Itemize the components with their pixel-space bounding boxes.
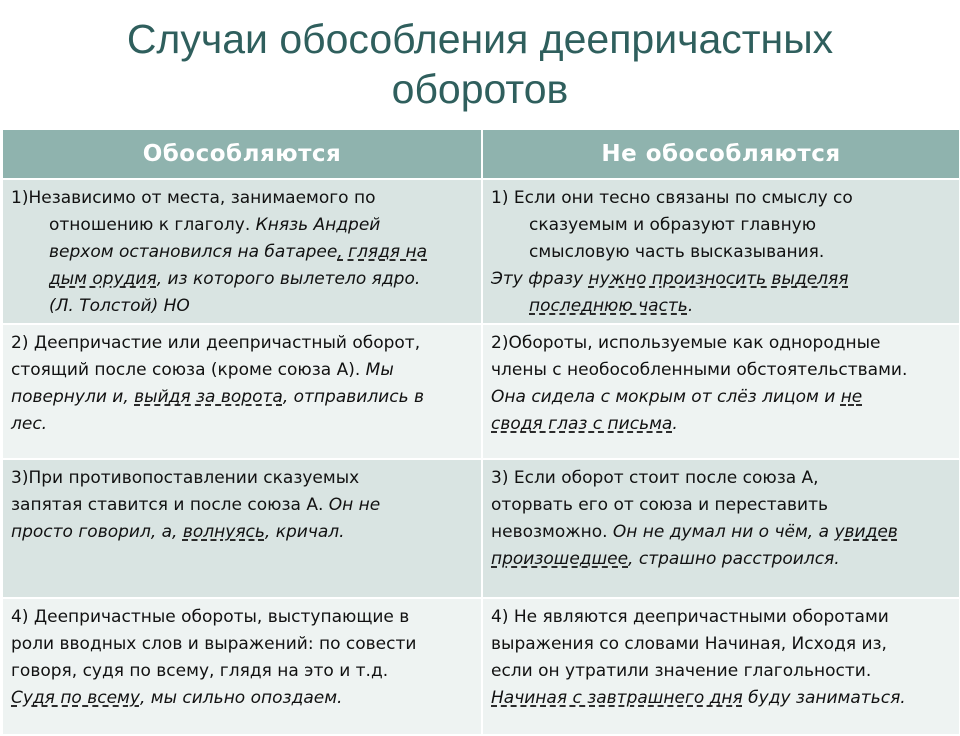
row4-right-cell: [482, 598, 960, 735]
text-line: члены с необособленными обстоятельствами.: [491, 360, 908, 380]
citation: (Л. Толстой) НО: [49, 296, 190, 316]
text-line: говоря, судя по всему, глядя на это и т.д.: [11, 661, 389, 681]
text-line: смысловую часть высказывания.: [529, 242, 825, 262]
text-line: [11, 293, 473, 320]
text-line: Начиная с завтрашнего дня буду заниматься.: [491, 688, 906, 708]
text-line: 3)При противопоставлении сказуемых: [11, 468, 360, 488]
row2-right-cell: [482, 324, 960, 459]
text-line: лес.: [11, 414, 48, 434]
text-line: верхом остановился на батарее, глядя на: [49, 242, 428, 262]
row1-left-cell: [2, 179, 482, 324]
example-text: Князь Андрей: [255, 215, 381, 235]
text-line: сказуемым и образуют главную: [529, 215, 817, 235]
row3-left-cell: [2, 459, 482, 598]
row3-right-cell: [482, 459, 960, 598]
underlined-phrase: не: [840, 387, 863, 407]
text-line: 2)Обороты, используемые как однородные: [491, 333, 881, 353]
text-line: если он утратили значение глагольности.: [491, 661, 872, 681]
underlined-phrase: нужно произносить выделяя: [588, 269, 849, 289]
text-line: роли вводных слов и выражений: по совести: [11, 634, 417, 654]
page-title: [0, 14, 960, 114]
underlined-phrase: дым орудия: [49, 269, 157, 289]
underlined-phrase: выйдя за ворота: [134, 387, 283, 407]
text-line: повернули и, выйдя за ворота, отправились в: [11, 387, 425, 407]
text-line: 3) Если оборот стоит после союза А,: [491, 468, 819, 488]
text-line: 1) Если они тесно связаны по смыслу со: [491, 188, 853, 208]
text-line: 4) Деепричастные обороты, выступающие в: [11, 607, 410, 627]
comparison-table: [1, 128, 960, 736]
table-row: [2, 324, 960, 459]
text-line: 1)Независимо от места, занимаемого по: [11, 188, 376, 208]
underlined-phrase: увидев: [834, 522, 898, 542]
text-line: стоящий после союза (кроме союза А). Мы: [11, 360, 394, 380]
text-line: 4) Не являются деепричастными оборотами: [491, 607, 889, 627]
underlined-phrase: сводя глаз с письма: [491, 414, 673, 434]
text-line: 2) Деепричастие или деепричастный оборот,: [11, 333, 421, 353]
text-line: сводя глаз с письма.: [491, 414, 678, 434]
header-not-isolated: Не обособляются: [482, 129, 960, 179]
title-line-2: оборотов: [391, 66, 569, 112]
header-isolated: Обособляются: [2, 129, 482, 179]
text-line: Судя по всему, мы сильно опоздаем.: [11, 688, 343, 708]
text-line: произошедшее, страшно расстроился.: [491, 549, 840, 569]
underlined-phrase: Судя по всему: [11, 688, 140, 708]
table-row: [2, 598, 960, 735]
row4-left-cell: [2, 598, 482, 735]
text-line: дым орудия, из которого вылетело ядро.: [49, 269, 421, 289]
text-line: отношению к глаголу. Князь Андрей: [49, 215, 381, 235]
underlined-phrase: Начиная с завтрашнего дня: [491, 688, 743, 708]
text-line: последнюю часть.: [529, 296, 694, 316]
text-line: просто говорил, а, волнуясь, кричал.: [11, 522, 345, 542]
title-line-1: Случаи обособления деепричастных: [126, 16, 834, 62]
table-header-row: [2, 129, 960, 179]
underlined-phrase: волнуясь: [182, 522, 265, 542]
text-line: Эту фразу нужно произносить выделяя: [491, 269, 849, 289]
underlined-phrase: , глядя на: [337, 242, 428, 262]
text-line: Она сидела с мокрым от слёз лицом и не: [491, 387, 863, 407]
underlined-phrase: произошедшее: [491, 549, 629, 569]
text-line: выражения со словами Начиная, Исходя из,: [491, 634, 887, 654]
row1-right-cell: [482, 179, 960, 324]
text-line: невозможно. Он не думал ни о чём, а увидев: [491, 522, 898, 542]
row2-left-cell: [2, 324, 482, 459]
table-row: [2, 179, 960, 324]
table-row: [2, 459, 960, 598]
underlined-phrase: последнюю часть: [529, 296, 688, 316]
text-line: оторвать его от союза и переставить: [491, 495, 829, 515]
text-line: запятая ставится и после союза А. Он не: [11, 495, 381, 515]
